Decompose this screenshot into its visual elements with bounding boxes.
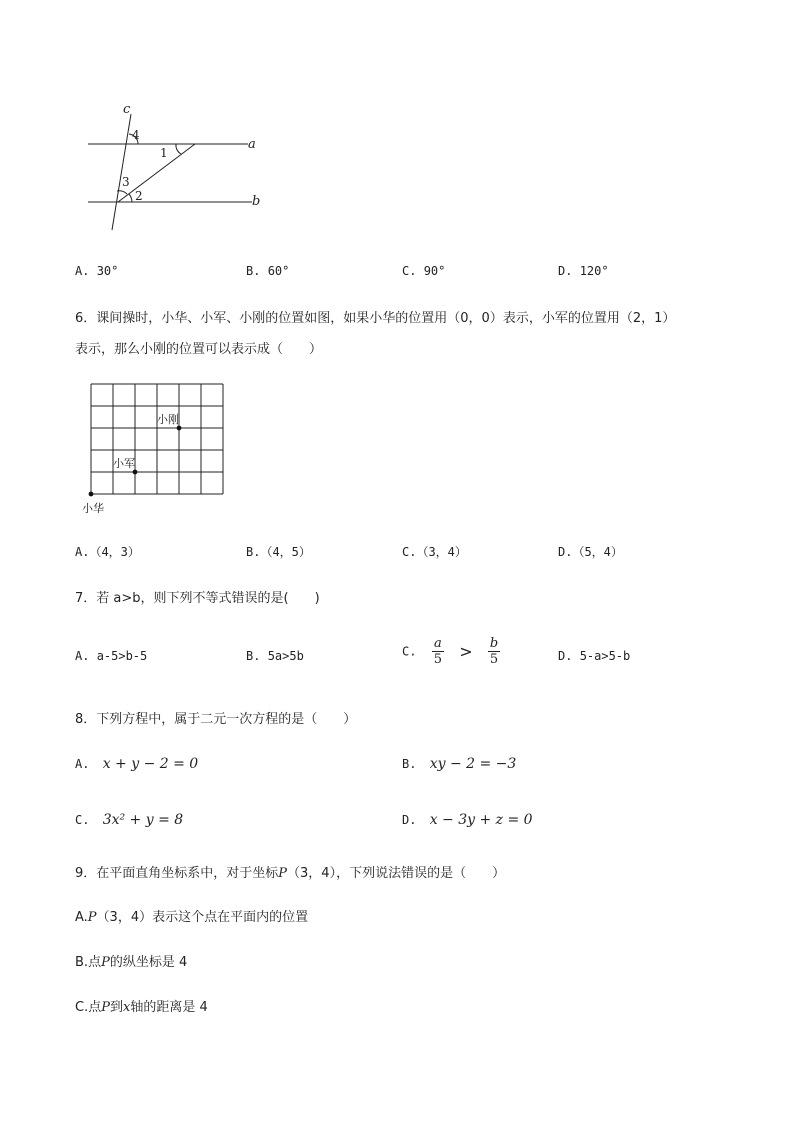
q9-option-b[interactable]: B.点P的纵坐标是 4: [75, 955, 188, 970]
q5-option-d[interactable]: D. 120°: [558, 264, 609, 278]
greater-than-sign: >: [459, 642, 473, 661]
label-angle-3: 3: [122, 175, 130, 189]
grid-point-label-2: 小刚: [157, 413, 179, 426]
label-angle-2: 2: [135, 189, 143, 203]
q7-option-b[interactable]: B. 5a>5b: [246, 649, 304, 663]
label-b: b: [252, 194, 261, 209]
q7-stem: 7．若 a>b，则下列不等式错误的是( ): [75, 591, 320, 606]
angle-1-arc: [176, 144, 181, 154]
parallel-lines-figure: [80, 96, 280, 236]
q8-option-d[interactable]: D. x − 3y + z = 0: [402, 812, 533, 828]
angle-2-arc: [129, 194, 132, 202]
label-angle-4: 4: [132, 128, 140, 142]
fraction-a-over-5: $\frac{a}{5}$: [433, 636, 442, 667]
label-angle-1: 1: [160, 146, 168, 160]
q8-stem: 8．下列方程中，属于二元一次方程的是（ ）: [75, 712, 357, 727]
label-c: c: [123, 102, 131, 117]
q6-stem-line1: 6．课间操时，小华、小军、小刚的位置如图，如果小华的位置用（0，0）表示，小军的位置用（2，1）: [75, 311, 676, 326]
q8-option-c[interactable]: C. 3x² + y = 8: [75, 812, 184, 828]
label-a: a: [248, 137, 256, 152]
q6-option-d[interactable]: D.（5，4）: [558, 545, 623, 559]
transversal-line: [118, 144, 195, 202]
grid-lines: [91, 384, 223, 494]
q7-option-a[interactable]: A. a-5>b-5: [75, 649, 148, 663]
q7-option-d[interactable]: D. 5-a>5-b: [558, 649, 631, 663]
grid-point-1: [133, 470, 138, 475]
q5-option-c[interactable]: C. 90°: [402, 264, 446, 278]
fraction-b-over-5: $\frac{b}{5}$: [489, 636, 499, 667]
q6-option-a[interactable]: A.（4，3）: [75, 545, 140, 559]
position-grid-figure: [80, 378, 240, 518]
q9-option-a[interactable]: A.P（3，4）表示这个点在平面内的位置: [75, 910, 309, 925]
q8-option-a[interactable]: A. x + y − 2 = 0: [75, 756, 199, 772]
q6-option-c[interactable]: C.（3，4）: [402, 545, 467, 559]
q9-option-c[interactable]: C.点P到x轴的距离是 4: [75, 1000, 208, 1015]
grid-point-label-0: 小华: [82, 502, 104, 515]
q7-option-c[interactable]: C. $\frac{a}{5}$ > $\frac{b}{5}$: [402, 636, 499, 667]
grid-point-label-1: 小军: [113, 457, 135, 470]
q9-stem: 9．在平面直角坐标系中，对于坐标P（3，4），下列说法错误的是（ ）: [75, 866, 506, 881]
grid-point-2: [177, 426, 182, 431]
q8-option-b[interactable]: B. xy − 2 = −3: [402, 756, 517, 772]
q6-stem-line2: 表示，那么小刚的位置可以表示成（ ）: [75, 342, 323, 357]
grid-point-0: [89, 492, 94, 497]
q6-option-b[interactable]: B.（4，5）: [246, 545, 311, 559]
q5-option-a[interactable]: A. 30°: [75, 264, 119, 278]
line-c: [112, 114, 131, 230]
q5-option-b[interactable]: B. 60°: [246, 264, 290, 278]
grid-points: [82, 412, 181, 515]
